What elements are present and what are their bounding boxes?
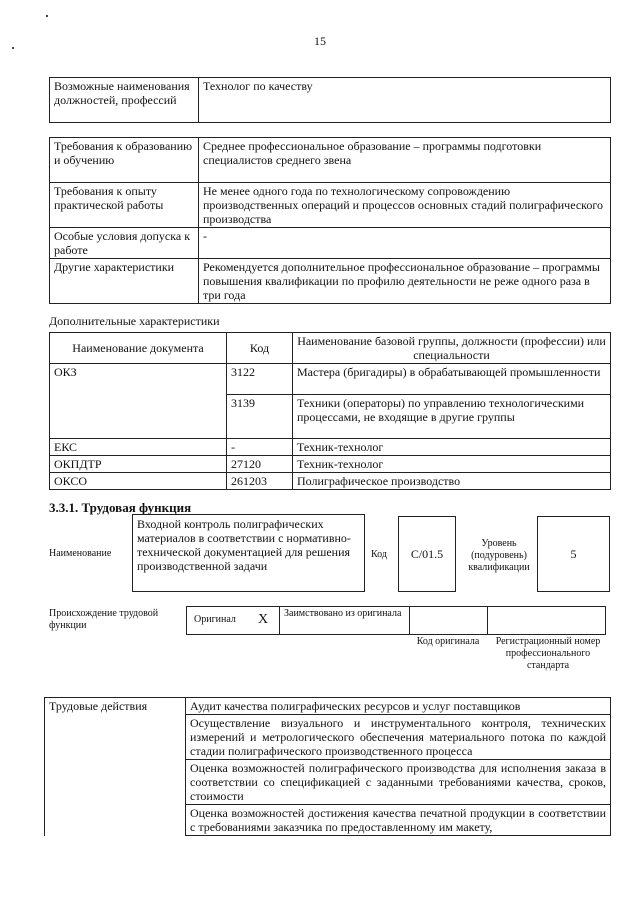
table-row xyxy=(50,78,611,123)
cell-group: Техник-технолог xyxy=(293,456,611,473)
header-group: Наименование базовой группы, должности (профессии) или специальности xyxy=(293,333,611,364)
table-row xyxy=(50,259,611,304)
requirement-label: Особые условия допуска к работе xyxy=(50,228,199,259)
action-item: Осуществление визуального и инструментального контроля, технических измерений и метрологического обеспечения материального потока по каждой стадии полиграфического производственного процесса xyxy=(186,715,611,760)
page-number: 15 xyxy=(314,34,326,48)
cell-group: Мастера (бригадиры) в обрабатывающей промышленности xyxy=(293,364,611,395)
cell-group: Полиграфическое производство xyxy=(293,473,611,490)
action-item: Оценка возможностей достижения качества печатной продукции в соответствии с требованиями заказчика по предоставленному им макету, xyxy=(186,805,611,836)
function-level-box xyxy=(537,516,610,592)
origin-divider xyxy=(279,606,280,635)
function-title: 3.3.1. Трудовая функция xyxy=(49,500,192,515)
table-row xyxy=(45,698,611,715)
table-row xyxy=(50,364,611,395)
cell-code: 3122 xyxy=(227,364,293,395)
table-row xyxy=(50,228,611,259)
scan-speck xyxy=(12,47,14,49)
cell-document: ОКПДТР xyxy=(50,456,227,473)
table-row xyxy=(50,394,611,439)
table-row xyxy=(50,473,611,490)
header-document: Наименование документа xyxy=(50,333,227,364)
additional-table xyxy=(49,332,611,490)
labor-actions-table xyxy=(44,697,611,836)
function-code-label: Код xyxy=(371,549,387,560)
cell-code: 27120 xyxy=(227,456,293,473)
requirement-label: Требования к опыту практической работы xyxy=(50,183,199,228)
requirement-value: - xyxy=(199,228,611,259)
function-level-value: 5 xyxy=(570,547,577,561)
action-item: Аудит качества полиграфических ресурсов и услуг поставщиков xyxy=(186,698,611,715)
requirement-value: Рекомендуется дополнительное профессиональное образование – программы повышения квалификации по профилю деятельности не реже одного раза в три года xyxy=(199,259,611,304)
cell-document: ЕКС xyxy=(50,439,227,456)
action-item: Оценка возможностей полиграфического производства для исполнения заказа в соответствии со спецификацией с заданными требованиями качества, сроков, стоимости xyxy=(186,760,611,805)
function-name-box xyxy=(132,514,365,592)
cell-document: ОКЗ xyxy=(50,364,227,395)
cell-document: ОКСО xyxy=(50,473,227,490)
origin-reg-caption: Регистрационный номер профессионального стандарта xyxy=(495,636,601,671)
function-name-label: Наименование xyxy=(49,548,112,559)
cell-code: 3139 xyxy=(227,394,293,439)
origin-original-mark: X xyxy=(258,612,269,627)
requirement-value: Не менее одного года по технологическому сопровождению производственных операций и процессов основных стадий полиграфического производства xyxy=(199,183,611,228)
names-value: Технолог по качеству xyxy=(199,78,611,123)
table-row xyxy=(50,439,611,456)
table-row xyxy=(50,183,611,228)
names-label: Возможные наименования должностей, профессий xyxy=(50,78,199,123)
header-code: Код xyxy=(227,333,293,364)
origin-label: Происхождение трудовой функции xyxy=(49,608,159,631)
requirement-value: Среднее профессиональное образование – программы подготовки специалистов среднего звена xyxy=(199,138,611,183)
cell-group: Техник-технолог xyxy=(293,439,611,456)
origin-divider xyxy=(487,606,488,635)
names-table xyxy=(49,77,611,123)
actions-label: Трудовые действия xyxy=(45,698,186,836)
origin-code-caption: Код оригинала xyxy=(416,636,480,647)
table-header-row xyxy=(50,333,611,364)
function-level-label: Уровень (подуровень) квалификации xyxy=(468,538,530,573)
additional-title: Дополнительные характеристики xyxy=(49,314,220,328)
table-row xyxy=(50,456,611,473)
requirement-label: Требования к образованию и обучению xyxy=(50,138,199,183)
requirement-label: Другие характеристики xyxy=(50,259,199,304)
cell-group: Техники (операторы) по управлению технологическими процессами, не входящие в другие группы xyxy=(293,394,611,439)
requirements-table xyxy=(49,137,611,304)
table-row xyxy=(50,138,611,183)
scan-speck xyxy=(46,15,48,17)
function-code-box xyxy=(398,516,456,592)
function-code-value: C/01.5 xyxy=(410,547,444,561)
origin-borrowed-label: Заимствовано из оригинала xyxy=(284,608,402,619)
cell-code: 261203 xyxy=(227,473,293,490)
cell-document xyxy=(50,394,227,439)
function-name-value: Входной контроль полиграфических материалов в соответствии с нормативно-технической документацией для решения производственной задачи xyxy=(137,517,351,573)
cell-code: - xyxy=(227,439,293,456)
origin-divider xyxy=(409,606,410,635)
origin-original-label: Оригинал xyxy=(194,614,236,625)
